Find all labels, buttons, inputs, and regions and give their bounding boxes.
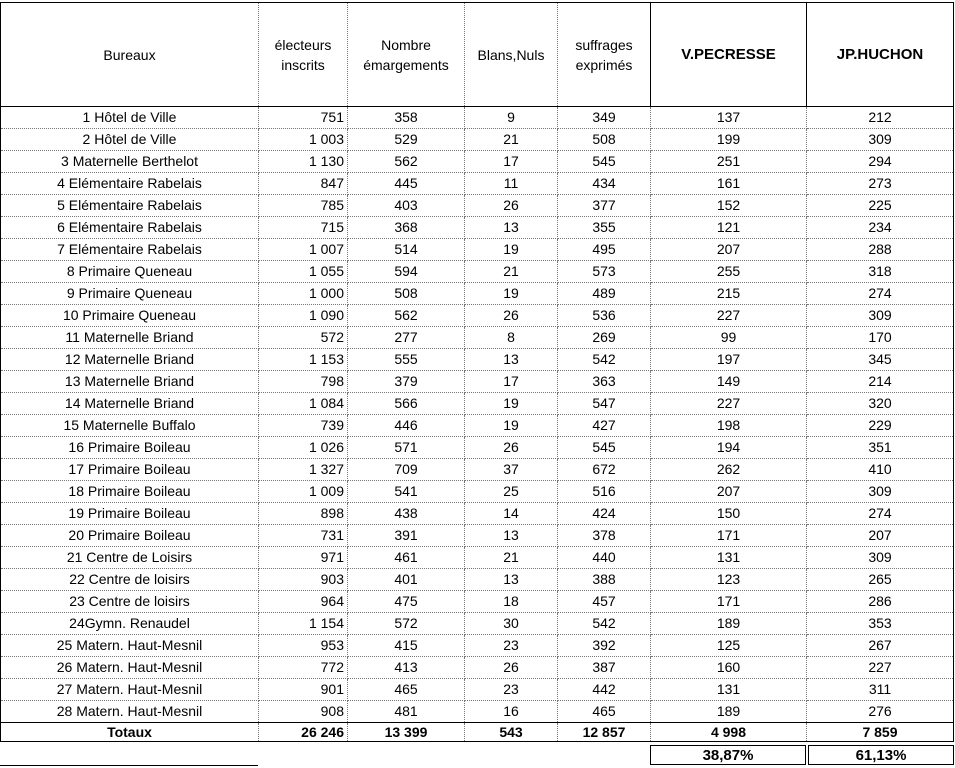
pecresse-cell: 161	[651, 173, 807, 195]
bureau-cell: 3 Maternelle Berthelot	[1, 151, 259, 173]
header-blancs: Blans,Nuls	[465, 3, 558, 107]
table-row	[1, 481, 954, 503]
emargements-cell: 555	[348, 349, 465, 371]
inscrits-cell: 798	[259, 371, 348, 393]
inscrits-cell: 1 090	[259, 305, 348, 327]
inscrits-cell: 1 327	[259, 459, 348, 481]
blancs-cell: 26	[465, 657, 558, 679]
emargements-cell: 508	[348, 283, 465, 305]
pecresse-cell: 152	[651, 195, 807, 217]
exprimes-cell: 427	[558, 415, 651, 437]
huchon-cell: 288	[807, 239, 954, 261]
inscrits-cell: 964	[259, 591, 348, 613]
table-row	[1, 107, 954, 129]
blancs-cell: 19	[465, 239, 558, 261]
exprimes-cell: 442	[558, 679, 651, 701]
bureau-cell: 24Gymn. Renaudel	[1, 613, 259, 635]
table-row	[1, 613, 954, 635]
inscrits-cell: 1 153	[259, 349, 348, 371]
header-bureaux: Bureaux	[1, 3, 259, 107]
pecresse-cell: 171	[651, 525, 807, 547]
huchon-cell: 410	[807, 459, 954, 481]
exprimes-cell: 392	[558, 635, 651, 657]
pecresse-cell: 189	[651, 613, 807, 635]
exprimes-cell: 377	[558, 195, 651, 217]
emargements-cell: 415	[348, 635, 465, 657]
emargements-cell: 594	[348, 261, 465, 283]
emargements-cell: 571	[348, 437, 465, 459]
bureau-cell: 8 Primaire Queneau	[1, 261, 259, 283]
pecresse-cell: 255	[651, 261, 807, 283]
exprimes-cell: 269	[558, 327, 651, 349]
inscrits-cell: 847	[259, 173, 348, 195]
huchon-cell: 345	[807, 349, 954, 371]
blancs-cell: 21	[465, 261, 558, 283]
huchon-cell: 351	[807, 437, 954, 459]
bureau-cell: 10 Primaire Queneau	[1, 305, 259, 327]
table-row	[1, 173, 954, 195]
bureau-cell: 1 Hôtel de Ville	[1, 107, 259, 129]
totals-label: Totaux	[1, 723, 259, 742]
huchon-cell: 309	[807, 547, 954, 569]
inscrits-cell: 739	[259, 415, 348, 437]
blancs-cell: 17	[465, 151, 558, 173]
exprimes-cell: 388	[558, 569, 651, 591]
pecresse-cell: 199	[651, 129, 807, 151]
huchon-cell: 229	[807, 415, 954, 437]
huchon-cell: 273	[807, 173, 954, 195]
inscrits-cell: 898	[259, 503, 348, 525]
blancs-cell: 8	[465, 327, 558, 349]
inscrits-cell: 901	[259, 679, 348, 701]
emargements-cell: 514	[348, 239, 465, 261]
table-row	[1, 371, 954, 393]
exprimes-cell: 440	[558, 547, 651, 569]
blancs-cell: 37	[465, 459, 558, 481]
emargements-cell: 566	[348, 393, 465, 415]
bureau-cell: 27 Matern. Haut-Mesnil	[1, 679, 259, 701]
exprimes-cell: 516	[558, 481, 651, 503]
pecresse-cell: 207	[651, 239, 807, 261]
emargements-cell: 438	[348, 503, 465, 525]
blancs-cell: 26	[465, 305, 558, 327]
table-row	[1, 591, 954, 613]
bureau-cell: 20 Primaire Boileau	[1, 525, 259, 547]
huchon-cell: 309	[807, 481, 954, 503]
emargements-cell: 541	[348, 481, 465, 503]
table-row	[1, 393, 954, 415]
pecresse-cell: 131	[651, 547, 807, 569]
bureau-cell: 4 Elémentaire Rabelais	[1, 173, 259, 195]
emargements-cell: 562	[348, 305, 465, 327]
exprimes-cell: 424	[558, 503, 651, 525]
pecresse-cell: 99	[651, 327, 807, 349]
huchon-percentage: 61,13%	[808, 745, 954, 765]
inscrits-cell: 1 009	[259, 481, 348, 503]
table-row	[1, 129, 954, 151]
table-row	[1, 239, 954, 261]
pecresse-cell: 131	[651, 679, 807, 701]
totals-exprimes: 12 857	[558, 723, 651, 742]
pecresse-cell: 189	[651, 701, 807, 723]
bureau-cell: 25 Matern. Haut-Mesnil	[1, 635, 259, 657]
header-emargements: Nombre émargements	[348, 3, 465, 107]
inscrits-cell: 1 000	[259, 283, 348, 305]
pecresse-percentage: 38,87%	[650, 745, 806, 765]
emargements-cell: 358	[348, 107, 465, 129]
pecresse-cell: 121	[651, 217, 807, 239]
inscrits-cell: 731	[259, 525, 348, 547]
blancs-cell: 13	[465, 525, 558, 547]
blancs-cell: 14	[465, 503, 558, 525]
table-row	[1, 261, 954, 283]
exprimes-cell: 536	[558, 305, 651, 327]
bureau-cell: 9 Primaire Queneau	[1, 283, 259, 305]
huchon-cell: 267	[807, 635, 954, 657]
huchon-cell: 265	[807, 569, 954, 591]
blancs-cell: 13	[465, 349, 558, 371]
huchon-cell: 286	[807, 591, 954, 613]
bureau-cell: 15 Maternelle Buffalo	[1, 415, 259, 437]
blancs-cell: 17	[465, 371, 558, 393]
bureau-cell: 19 Primaire Boileau	[1, 503, 259, 525]
table-row	[1, 283, 954, 305]
huchon-cell: 225	[807, 195, 954, 217]
inscrits-cell: 772	[259, 657, 348, 679]
huchon-cell: 318	[807, 261, 954, 283]
header-pecresse: V.PECRESSE	[651, 3, 807, 107]
blancs-cell: 26	[465, 195, 558, 217]
huchon-cell: 276	[807, 701, 954, 723]
bureau-cell: 28 Matern. Haut-Mesnil	[1, 701, 259, 723]
table-row	[1, 657, 954, 679]
pecresse-cell: 160	[651, 657, 807, 679]
pecresse-cell: 125	[651, 635, 807, 657]
huchon-cell: 274	[807, 503, 954, 525]
header-inscrits: électeurs inscrits	[259, 3, 348, 107]
exprimes-cell: 672	[558, 459, 651, 481]
table-row	[1, 459, 954, 481]
emargements-cell: 475	[348, 591, 465, 613]
bureau-cell: 6 Elémentaire Rabelais	[1, 217, 259, 239]
emargements-cell: 529	[348, 129, 465, 151]
exprimes-cell: 542	[558, 349, 651, 371]
pecresse-cell: 207	[651, 481, 807, 503]
huchon-cell: 212	[807, 107, 954, 129]
blancs-cell: 13	[465, 217, 558, 239]
blancs-cell: 11	[465, 173, 558, 195]
totals-emargements: 13 399	[348, 723, 465, 742]
huchon-cell: 309	[807, 129, 954, 151]
inscrits-cell: 785	[259, 195, 348, 217]
exprimes-cell: 387	[558, 657, 651, 679]
table-row	[1, 437, 954, 459]
divider-line	[0, 765, 258, 766]
table-row	[1, 217, 954, 239]
emargements-cell: 403	[348, 195, 465, 217]
emargements-cell: 445	[348, 173, 465, 195]
inscrits-cell: 572	[259, 327, 348, 349]
table-row	[1, 569, 954, 591]
exprimes-cell: 545	[558, 151, 651, 173]
emargements-cell: 461	[348, 547, 465, 569]
table-row	[1, 195, 954, 217]
pecresse-cell: 194	[651, 437, 807, 459]
blancs-cell: 16	[465, 701, 558, 723]
bureau-cell: 21 Centre de Loisirs	[1, 547, 259, 569]
table-row	[1, 327, 954, 349]
table-body	[1, 107, 954, 723]
emargements-cell: 391	[348, 525, 465, 547]
inscrits-cell: 1 026	[259, 437, 348, 459]
bureau-cell: 16 Primaire Boileau	[1, 437, 259, 459]
inscrits-cell: 1 084	[259, 393, 348, 415]
blancs-cell: 23	[465, 635, 558, 657]
huchon-cell: 234	[807, 217, 954, 239]
exprimes-cell: 349	[558, 107, 651, 129]
inscrits-cell: 751	[259, 107, 348, 129]
emargements-cell: 277	[348, 327, 465, 349]
pecresse-cell: 227	[651, 393, 807, 415]
exprimes-cell: 542	[558, 613, 651, 635]
exprimes-cell: 573	[558, 261, 651, 283]
emargements-cell: 572	[348, 613, 465, 635]
totals-blancs: 543	[465, 723, 558, 742]
bureau-cell: 2 Hôtel de Ville	[1, 129, 259, 151]
bureau-cell: 14 Maternelle Briand	[1, 393, 259, 415]
emargements-cell: 401	[348, 569, 465, 591]
bureau-cell: 12 Maternelle Briand	[1, 349, 259, 371]
huchon-cell: 214	[807, 371, 954, 393]
blancs-cell: 18	[465, 591, 558, 613]
blancs-cell: 9	[465, 107, 558, 129]
pecresse-cell: 198	[651, 415, 807, 437]
pecresse-cell: 123	[651, 569, 807, 591]
bureau-cell: 23 Centre de loisirs	[1, 591, 259, 613]
header-row	[1, 3, 954, 107]
inscrits-cell: 953	[259, 635, 348, 657]
pecresse-cell: 171	[651, 591, 807, 613]
huchon-cell: 320	[807, 393, 954, 415]
huchon-cell: 353	[807, 613, 954, 635]
blancs-cell: 26	[465, 437, 558, 459]
bureau-cell: 18 Primaire Boileau	[1, 481, 259, 503]
table-row	[1, 151, 954, 173]
totals-pecresse: 4 998	[651, 723, 807, 742]
exprimes-cell: 378	[558, 525, 651, 547]
emargements-cell: 379	[348, 371, 465, 393]
exprimes-cell: 465	[558, 701, 651, 723]
pecresse-cell: 149	[651, 371, 807, 393]
bureau-cell: 26 Matern. Haut-Mesnil	[1, 657, 259, 679]
table-row	[1, 701, 954, 723]
totals-inscrits: 26 246	[259, 723, 348, 742]
inscrits-cell: 908	[259, 701, 348, 723]
blancs-cell: 19	[465, 393, 558, 415]
blancs-cell: 19	[465, 283, 558, 305]
exprimes-cell: 434	[558, 173, 651, 195]
blancs-cell: 13	[465, 569, 558, 591]
blancs-cell: 19	[465, 415, 558, 437]
huchon-cell: 294	[807, 151, 954, 173]
emargements-cell: 562	[348, 151, 465, 173]
huchon-cell: 311	[807, 679, 954, 701]
pecresse-cell: 251	[651, 151, 807, 173]
emargements-cell: 446	[348, 415, 465, 437]
blancs-cell: 25	[465, 481, 558, 503]
bureau-cell: 11 Maternelle Briand	[1, 327, 259, 349]
pecresse-cell: 150	[651, 503, 807, 525]
blancs-cell: 21	[465, 129, 558, 151]
table-row	[1, 525, 954, 547]
table-row	[1, 679, 954, 701]
table-row	[1, 635, 954, 657]
inscrits-cell: 715	[259, 217, 348, 239]
emargements-cell: 709	[348, 459, 465, 481]
exprimes-cell: 489	[558, 283, 651, 305]
inscrits-cell: 1 007	[259, 239, 348, 261]
emargements-cell: 413	[348, 657, 465, 679]
header-exprimes: suffrages exprimés	[558, 3, 651, 107]
huchon-cell: 274	[807, 283, 954, 305]
table-row	[1, 349, 954, 371]
inscrits-cell: 1 154	[259, 613, 348, 635]
emargements-cell: 368	[348, 217, 465, 239]
blancs-cell: 23	[465, 679, 558, 701]
bureau-cell: 13 Maternelle Briand	[1, 371, 259, 393]
inscrits-cell: 1 003	[259, 129, 348, 151]
emargements-cell: 465	[348, 679, 465, 701]
exprimes-cell: 545	[558, 437, 651, 459]
huchon-cell: 207	[807, 525, 954, 547]
huchon-cell: 309	[807, 305, 954, 327]
pecresse-cell: 227	[651, 305, 807, 327]
bureau-cell: 22 Centre de loisirs	[1, 569, 259, 591]
bureau-cell: 7 Elémentaire Rabelais	[1, 239, 259, 261]
inscrits-cell: 903	[259, 569, 348, 591]
pecresse-cell: 262	[651, 459, 807, 481]
table-row	[1, 415, 954, 437]
inscrits-cell: 1 055	[259, 261, 348, 283]
exprimes-cell: 363	[558, 371, 651, 393]
results-table	[0, 2, 954, 742]
header-huchon: JP.HUCHON	[807, 3, 954, 107]
table-row	[1, 305, 954, 327]
inscrits-cell: 971	[259, 547, 348, 569]
exprimes-cell: 495	[558, 239, 651, 261]
blancs-cell: 21	[465, 547, 558, 569]
huchon-cell: 227	[807, 657, 954, 679]
blancs-cell: 30	[465, 613, 558, 635]
pecresse-cell: 215	[651, 283, 807, 305]
table-row	[1, 547, 954, 569]
table-row	[1, 503, 954, 525]
exprimes-cell: 355	[558, 217, 651, 239]
totals-row	[1, 723, 954, 742]
pecresse-cell: 197	[651, 349, 807, 371]
pecresse-cell: 137	[651, 107, 807, 129]
totals-huchon: 7 859	[807, 723, 954, 742]
exprimes-cell: 457	[558, 591, 651, 613]
bureau-cell: 17 Primaire Boileau	[1, 459, 259, 481]
emargements-cell: 481	[348, 701, 465, 723]
inscrits-cell: 1 130	[259, 151, 348, 173]
exprimes-cell: 547	[558, 393, 651, 415]
huchon-cell: 170	[807, 327, 954, 349]
exprimes-cell: 508	[558, 129, 651, 151]
bureau-cell: 5 Elémentaire Rabelais	[1, 195, 259, 217]
